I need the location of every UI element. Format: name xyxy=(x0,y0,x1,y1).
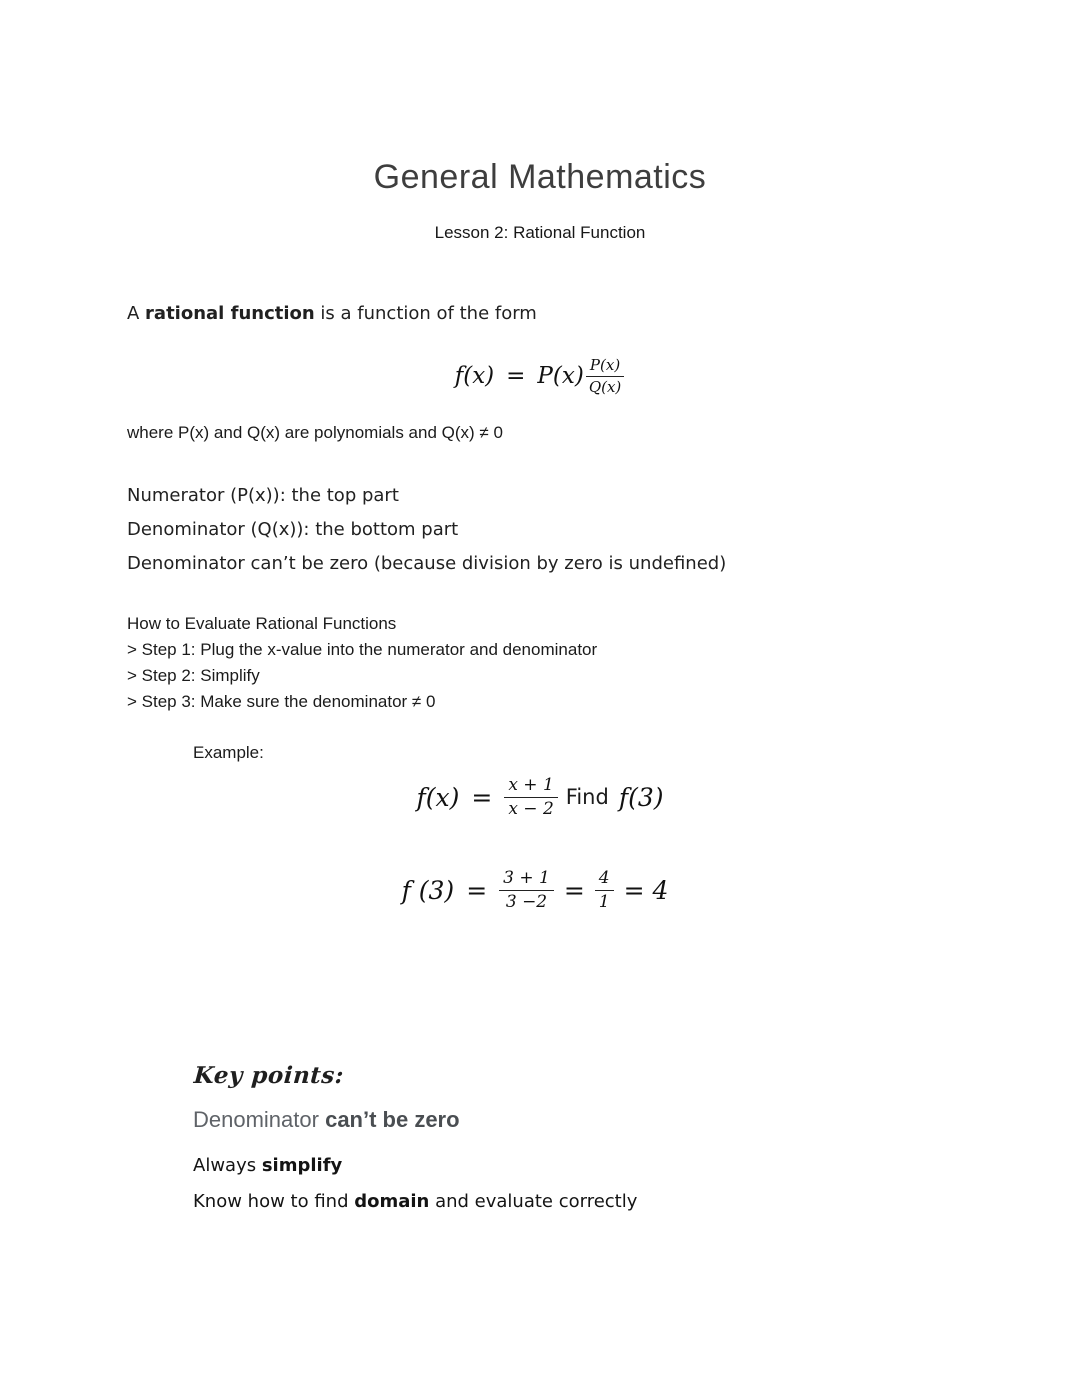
intro-text-start: A xyxy=(127,303,146,324)
how-to-step-1: > Step 1: Plug the x-value into the numerator and denominator xyxy=(127,639,598,659)
evaluation-equals-2: = xyxy=(563,876,585,906)
key-point-3-bold: domain xyxy=(354,1190,430,1212)
intro-text-end: is a function of the form xyxy=(314,303,537,324)
how-to-heading: How to Evaluate Rational Functions xyxy=(127,613,397,633)
fraction-denominator: 3 −2 xyxy=(505,892,548,913)
key-point-simplify xyxy=(193,1155,1080,1176)
fraction-numerator: P(x) xyxy=(586,356,624,377)
example-formula-fraction xyxy=(504,775,557,821)
key-point-domain xyxy=(193,1191,1080,1212)
evaluation-result: = 4 xyxy=(623,876,669,906)
example-formula-equals: = xyxy=(471,782,493,812)
example-evaluation xyxy=(0,868,1080,914)
fraction-denominator: 1 xyxy=(598,892,610,913)
formula-lhs: f(x) xyxy=(454,363,495,390)
key-point-1-text: Denominator xyxy=(193,1106,326,1132)
intro-text-bold: rational function xyxy=(145,303,315,324)
how-to-block xyxy=(127,611,1080,715)
definition-denominator-zero: Denominator can’t be zero (because division by zero is undefined) xyxy=(127,552,727,574)
key-point-2-bold: simplify xyxy=(261,1154,343,1176)
how-to-step-3: > Step 3: Make sure the denominator ≠ 0 xyxy=(127,691,436,711)
page-title: General Mathematics xyxy=(373,158,707,196)
where-clause: where P(x) and Q(x) are polynomials and Q(x) ≠ 0 xyxy=(127,422,503,442)
formula-equals: = xyxy=(506,363,526,390)
find-instruction: Find xyxy=(565,785,609,810)
fraction-numerator: 3 + 1 xyxy=(499,868,554,891)
example-label: Example: xyxy=(193,742,264,762)
evaluation-fraction-1 xyxy=(499,868,554,914)
definition-denominator: Denominator (Q(x)): the bottom part xyxy=(127,518,459,540)
find-argument: f(3) xyxy=(618,782,664,812)
formula-coefficient: P(x) xyxy=(537,363,584,390)
evaluation-fraction-2 xyxy=(595,868,614,914)
fraction-numerator: x + 1 xyxy=(504,775,557,798)
key-point-3-text-end: and evaluate correctly xyxy=(429,1190,638,1212)
evaluation-lhs: f (3) xyxy=(401,876,455,906)
lesson-subtitle: Lesson 2: Rational Function xyxy=(434,223,646,242)
example-formula xyxy=(0,775,1080,821)
key-point-3-text: Know how to find xyxy=(193,1190,355,1212)
intro-paragraph xyxy=(127,303,1080,324)
example-formula-lhs: f(x) xyxy=(416,782,460,812)
key-point-denominator xyxy=(193,1107,1080,1133)
how-to-step-2: > Step 2: Simplify xyxy=(127,665,260,685)
evaluation-equals: = xyxy=(466,876,488,906)
key-point-1-bold: can’t be zero xyxy=(325,1106,460,1132)
fraction-denominator: Q(x) xyxy=(588,377,622,396)
definition-numerator: Numerator (P(x)): the top part xyxy=(127,484,399,506)
definitions-block xyxy=(127,479,1080,581)
fraction-numerator: 4 xyxy=(595,868,614,891)
fraction-denominator: x − 2 xyxy=(508,798,554,819)
formula-fraction xyxy=(585,356,625,397)
key-points-heading: Key points: xyxy=(193,1061,345,1089)
rational-function-formula xyxy=(0,356,1080,397)
key-point-2-text: Always xyxy=(193,1154,262,1176)
